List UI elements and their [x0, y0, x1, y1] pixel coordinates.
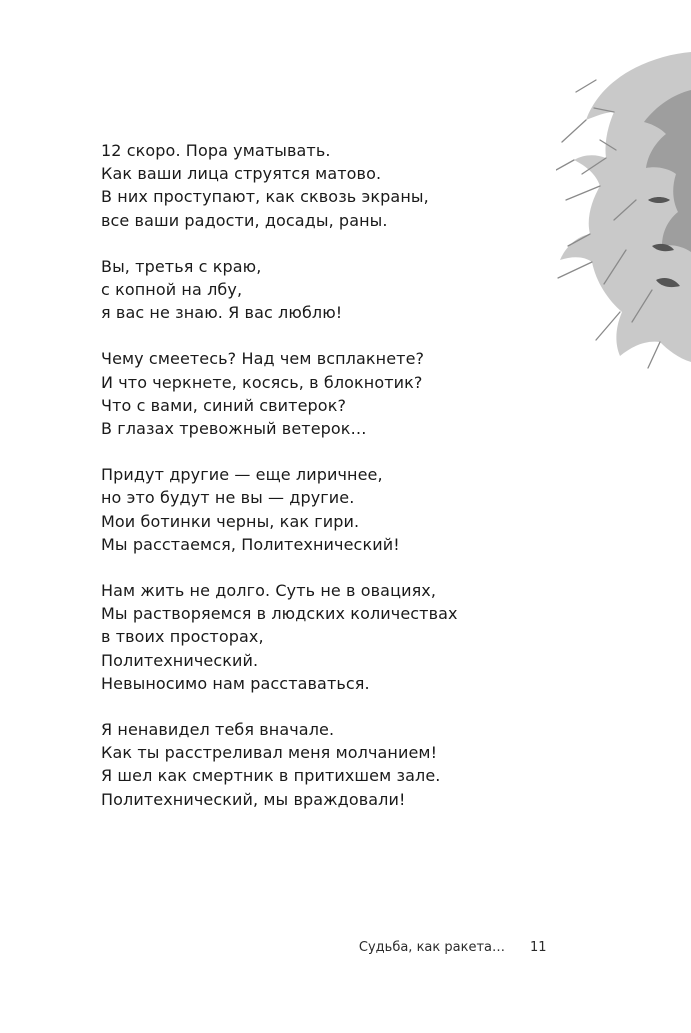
- stanza: [101, 255, 541, 325]
- poem-line: Я ненавидел тебя вначале.: [101, 720, 335, 740]
- page-number: 11: [530, 940, 547, 955]
- poem-line: И что черкнете, косясь, в блокнотик?: [101, 372, 423, 392]
- poem-line: Чему смеетесь? Над чем всплакнете?: [101, 349, 425, 369]
- poem-line: Что с вами, синий свитерок?: [101, 395, 347, 415]
- running-title: Судьба, как ракета…: [358, 940, 505, 955]
- poem-line: с копной на лбу,: [101, 280, 243, 300]
- poem-text: [101, 139, 541, 834]
- portrait-sketch-illustration: [556, 50, 691, 370]
- poem-line: В них проступают, как сквозь экраны,: [101, 187, 429, 207]
- stanza: [101, 463, 541, 556]
- stanza: [101, 718, 541, 811]
- poem-line: Я шел как смертник в притихшем зале.: [101, 766, 441, 786]
- poem-line: Вы, третья с краю,: [101, 256, 262, 276]
- poem-line: 12 скоро. Пора уматывать.: [101, 141, 331, 160]
- poem-line: в твоих просторах,: [101, 627, 264, 647]
- poem-line: все ваши радости, досады, раны.: [101, 210, 388, 230]
- poem-line: Как ваши лица струятся матово.: [101, 164, 382, 184]
- stanza: [101, 139, 541, 232]
- poem-line: Невыносимо нам расставаться.: [101, 673, 370, 693]
- poem-line: но это будут не вы — другие.: [101, 488, 355, 508]
- poem-line: Политехнический.: [101, 650, 259, 670]
- poem-line: я вас не знаю. Я вас люблю!: [101, 303, 343, 323]
- poem-line: Мы расстаемся, Политехнический!: [101, 534, 400, 554]
- poem-line: В глазах тревожный ветерок…: [101, 419, 367, 439]
- stanza: [101, 347, 541, 440]
- poem-line: Как ты расстреливал меня молчанием!: [101, 743, 438, 763]
- poem-line: Нам жить не долго. Суть не в овациях,: [101, 581, 437, 601]
- poem-line: Политехнический, мы враждовали!: [101, 789, 406, 809]
- poem-line: Мои ботинки черны, как гири.: [101, 511, 360, 531]
- poem-line: Придут другие — еще лиричнее,: [101, 465, 383, 485]
- page-footer: [0, 940, 691, 960]
- poem-line: Мы растворяемся в людских количествах: [101, 604, 458, 624]
- stanza: [101, 579, 541, 695]
